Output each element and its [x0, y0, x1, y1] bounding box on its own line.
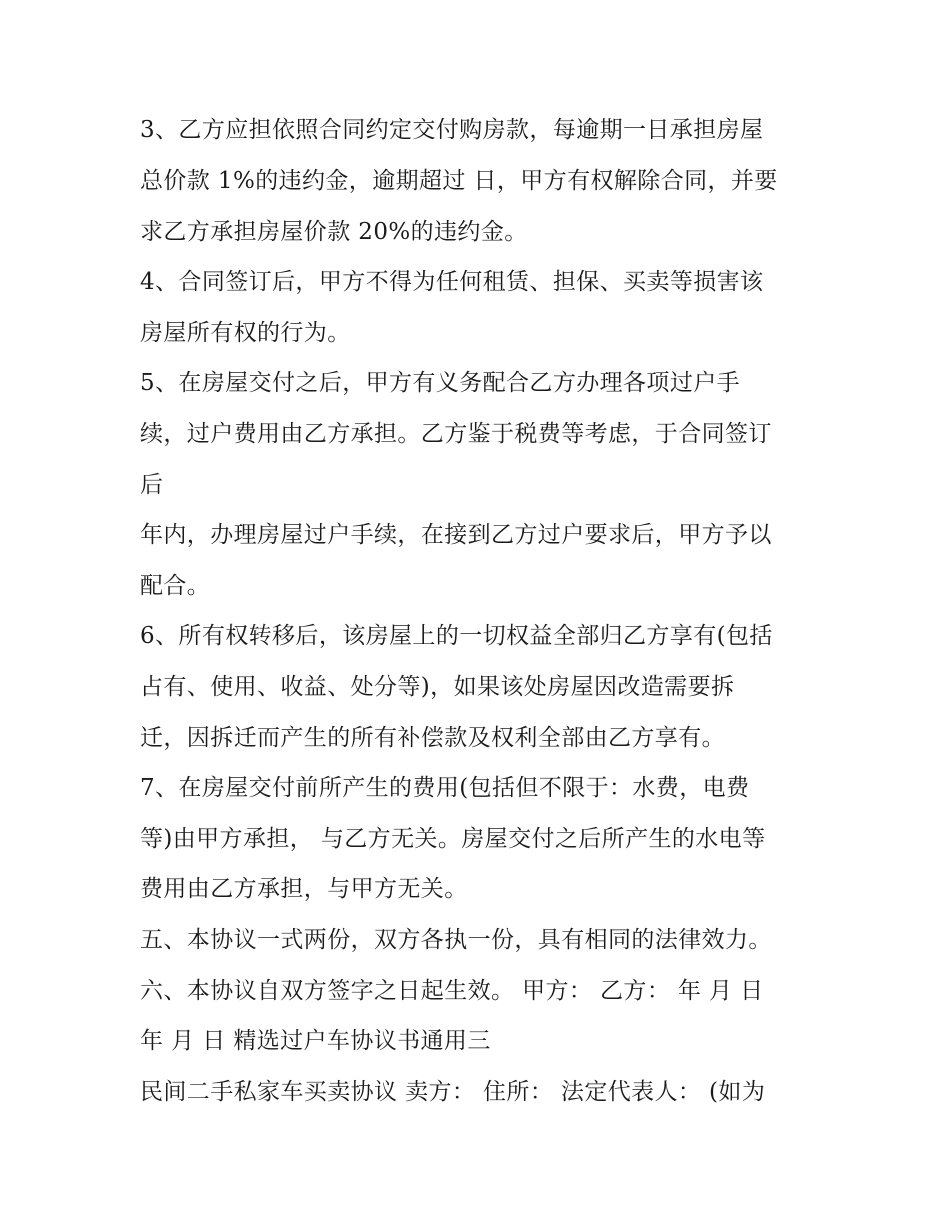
- text-line: 年 月 日 精选过户车协议书通用三: [140, 1028, 491, 1054]
- text-line: 房屋所有权的行为。: [140, 320, 351, 346]
- text-line: 6、所有权转移后，该房屋上的一切权益全部归乙方享有(包括: [140, 623, 773, 649]
- text-line: 五、本协议一式两份，双方各执一份，具有相同的法律效力。: [140, 927, 772, 953]
- text-line: 总价款 1%的违约金，逾期超过 日，甲方有权解除合同，并要: [140, 168, 778, 194]
- text-line: 7、在房屋交付前所产生的费用(包括但不限于：水费，电费: [140, 775, 750, 801]
- text-line: 后: [140, 472, 164, 498]
- text-line: 配合。: [140, 573, 211, 599]
- text-line: 民间二手私家车买卖协议 卖方： 住所： 法定代表人： (如为: [140, 1079, 766, 1105]
- text-line: 5、在房屋交付之后，甲方有义务配合乙方办理各项过户手: [140, 370, 741, 396]
- text-line: 续，过户费用由乙方承担。乙方鉴于税费等考虑，于合同签订: [140, 421, 772, 447]
- text-line: 等)由甲方承担， 与乙方无关。房屋交付之后所产生的水电等: [140, 826, 766, 852]
- text-line: 年内，办理房屋过户手续，在接到乙方过户要求后，甲方予以: [140, 522, 772, 548]
- text-line: 求乙方承担房屋价款 20%的违约金。: [140, 219, 528, 245]
- text-line: 3、乙方应担依照合同约定交付购房款，每逾期一日承担房屋: [140, 117, 764, 143]
- text-line: 六、本协议自双方签字之日起生效。 甲方： 乙方： 年 月 日: [140, 978, 764, 1004]
- text-line: 4、合同签订后，甲方不得为任何租赁、担保、买卖等损害该: [140, 269, 764, 295]
- text-line: 占有、使用、收益、处分等)，如果该处房屋因改造需要拆: [140, 674, 735, 700]
- text-line: 费用由乙方承担，与甲方无关。: [140, 876, 468, 902]
- text-line: 迁，因拆迁而产生的所有补偿款及权利全部由乙方享有。: [140, 725, 725, 751]
